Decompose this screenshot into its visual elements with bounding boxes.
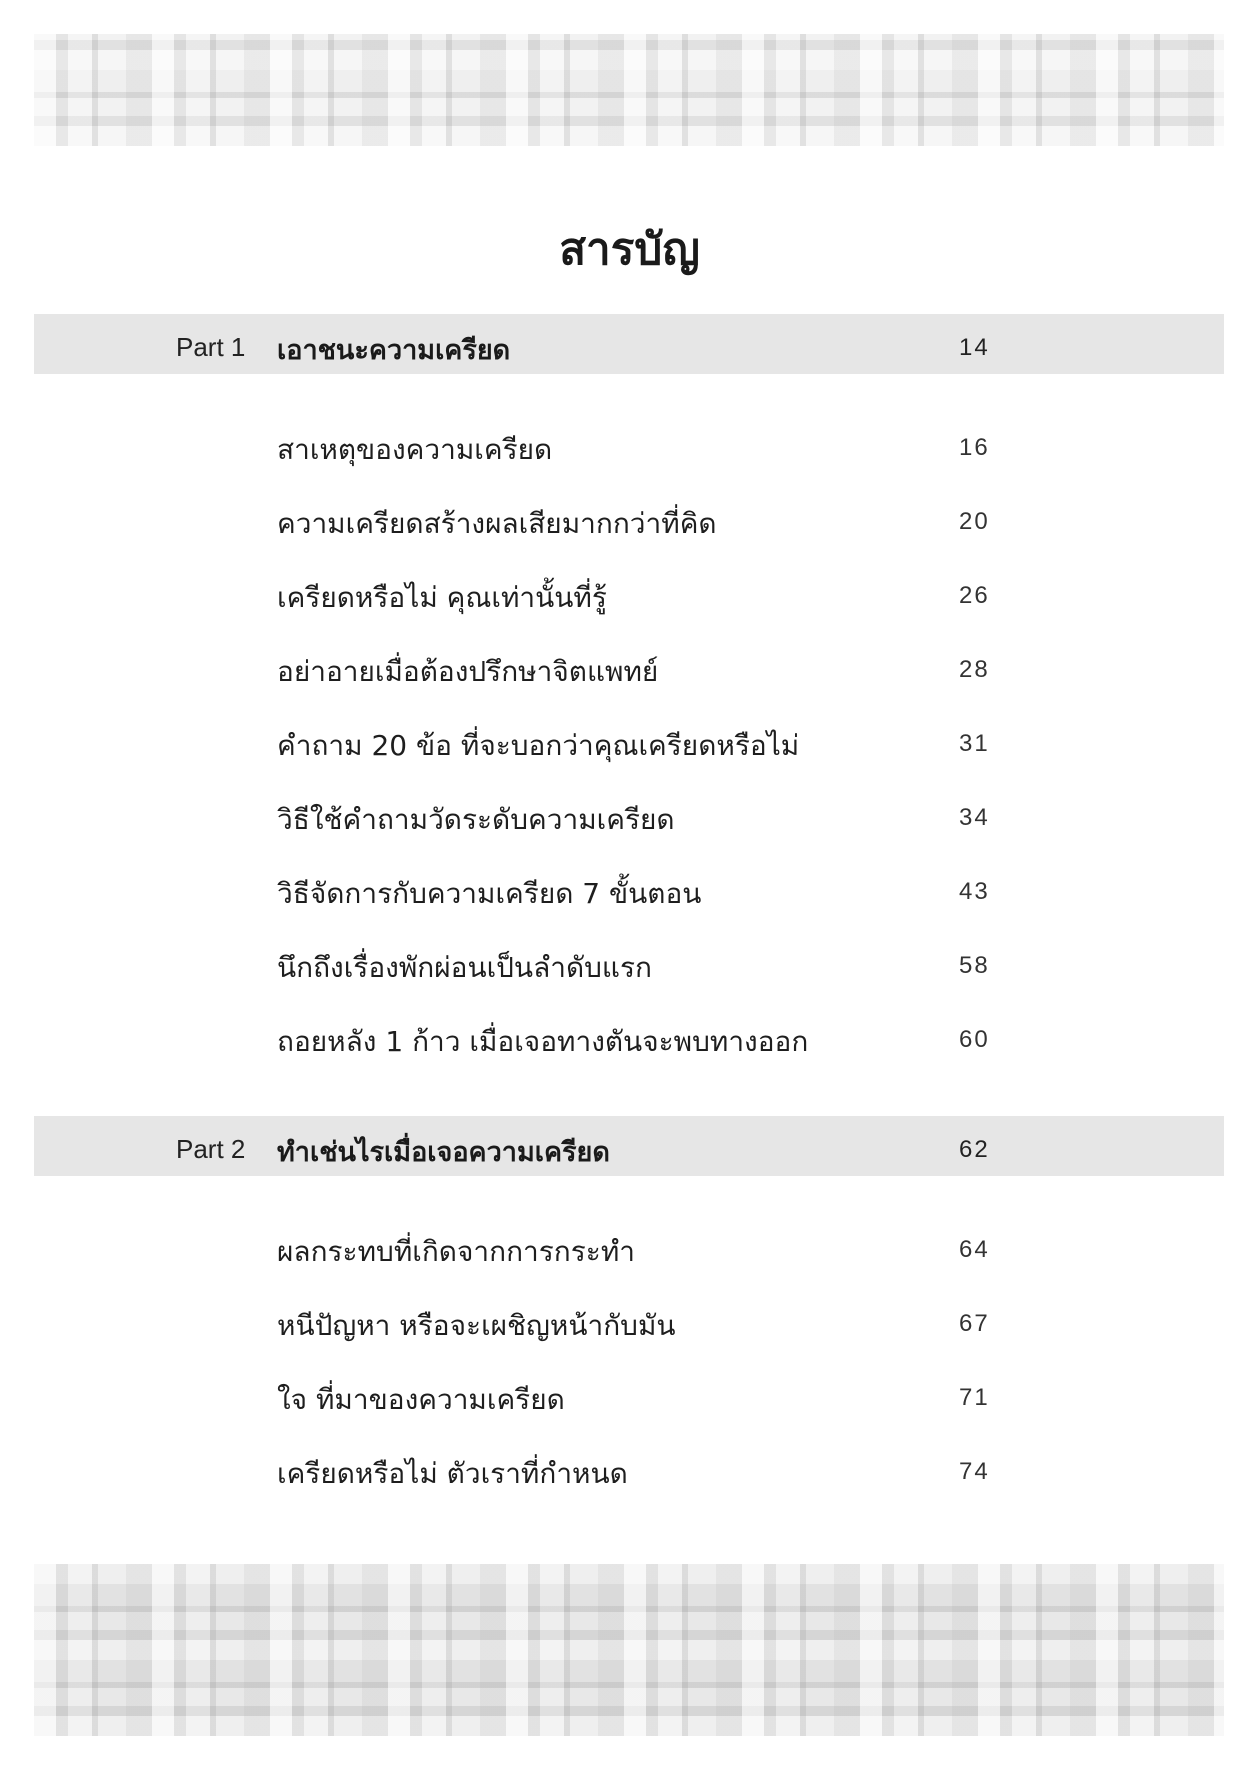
part-header-2 bbox=[34, 1116, 1224, 1176]
entry-page-number: 34 bbox=[959, 804, 990, 831]
entry-page-number: 74 bbox=[959, 1458, 990, 1485]
entry-page-number: 64 bbox=[959, 1236, 990, 1263]
entry-title: คำถาม 20 ข้อ ที่จะบอกว่าคุณเครียดหรือไม่ bbox=[277, 729, 800, 762]
entry-page-number: 43 bbox=[959, 878, 990, 905]
entry-page-number: 26 bbox=[959, 582, 990, 609]
entry-page-number: 67 bbox=[959, 1310, 990, 1337]
entry-page-number: 31 bbox=[959, 730, 990, 757]
part-label: Part 2 bbox=[176, 1134, 246, 1164]
part-title: เอาชนะความเครียด bbox=[277, 335, 511, 366]
part-label: Part 1 bbox=[176, 332, 246, 362]
entry-title: เครียดหรือไม่ ตัวเราที่กำหนด bbox=[277, 1457, 628, 1490]
toc-entry bbox=[0, 420, 1259, 494]
decorative-plaid-footer bbox=[34, 1564, 1224, 1736]
entry-page-number: 71 bbox=[959, 1384, 990, 1411]
toc-entry bbox=[0, 1296, 1259, 1370]
toc-list-part-1 bbox=[0, 420, 1259, 1086]
part-page-number: 62 bbox=[959, 1136, 990, 1163]
part-page-number: 14 bbox=[959, 334, 990, 361]
toc-list-part-2 bbox=[0, 1222, 1259, 1518]
entry-title: วิธีใช้คำถามวัดระดับความเครียด bbox=[277, 803, 675, 836]
page-title: สารบัญ bbox=[559, 224, 700, 275]
entry-title: ผลกระทบที่เกิดจากการกระทำ bbox=[277, 1235, 635, 1268]
toc-entry bbox=[0, 1370, 1259, 1444]
entry-title: สาเหตุของความเครียด bbox=[277, 433, 553, 466]
entry-title: อย่าอายเมื่อต้องปรึกษาจิตแพทย์ bbox=[277, 655, 659, 688]
entry-title: นึกถึงเรื่องพักผ่อนเป็นลำดับแรก bbox=[277, 951, 652, 984]
part-title: ทำเช่นไรเมื่อเจอความเครียด bbox=[277, 1137, 610, 1168]
entry-title: ความเครียดสร้างผลเสียมากกว่าที่คิด bbox=[277, 507, 717, 540]
entry-title: ถอยหลัง 1 ก้าว เมื่อเจอทางตันจะพบทางออก bbox=[277, 1025, 809, 1058]
toc-entry bbox=[0, 1012, 1259, 1086]
entry-page-number: 28 bbox=[959, 656, 990, 683]
toc-entry bbox=[0, 1444, 1259, 1518]
entry-page-number: 16 bbox=[959, 434, 990, 461]
entry-title: ใจ ที่มาของความเครียด bbox=[277, 1383, 565, 1416]
entry-page-number: 58 bbox=[959, 952, 990, 979]
part-header-1 bbox=[34, 314, 1224, 374]
toc-entry bbox=[0, 642, 1259, 716]
toc-entry bbox=[0, 790, 1259, 864]
toc-entry bbox=[0, 938, 1259, 1012]
entry-page-number: 60 bbox=[959, 1026, 990, 1053]
toc-entry bbox=[0, 716, 1259, 790]
entry-title: เครียดหรือไม่ คุณเท่านั้นที่รู้ bbox=[277, 581, 607, 614]
entry-title: วิธีจัดการกับความเครียด 7 ขั้นตอน bbox=[277, 877, 702, 910]
entry-page-number: 20 bbox=[959, 508, 990, 535]
toc-entry bbox=[0, 1222, 1259, 1296]
entry-title: หนีปัญหา หรือจะเผชิญหน้ากับมัน bbox=[277, 1309, 676, 1342]
decorative-plaid-header bbox=[34, 34, 1224, 146]
toc-entry bbox=[0, 494, 1259, 568]
toc-entry bbox=[0, 864, 1259, 938]
toc-entry bbox=[0, 568, 1259, 642]
